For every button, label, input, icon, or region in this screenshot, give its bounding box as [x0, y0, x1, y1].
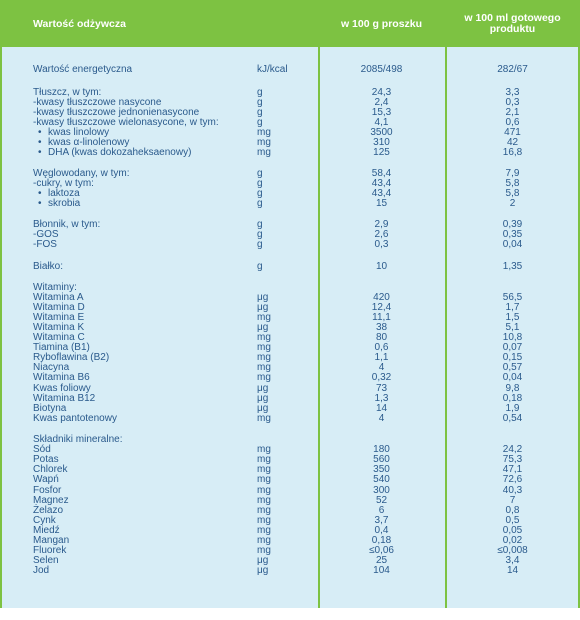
value-per-100ml: 1,5 [505, 311, 520, 323]
value-per-100ml: 0,04 [502, 239, 523, 251]
nutrient-name: kwas linolowy [48, 126, 110, 138]
nutrient-unit: g [257, 96, 263, 108]
table-row [0, 353, 580, 363]
table-row [0, 394, 580, 404]
value-per-100g: 560 [373, 454, 390, 466]
value-per-100ml: 0,05 [502, 524, 523, 536]
value-per-100ml: ≤0,008 [497, 545, 528, 557]
value-per-100g: 15 [375, 197, 388, 209]
value-per-100ml: 42 [506, 137, 519, 148]
nutrient-name: Witamina B12 [33, 392, 96, 404]
nutrient-unit: g [257, 197, 263, 209]
nutrient-name: Selen [33, 555, 59, 567]
bullet-icon: • [38, 197, 42, 209]
value-per-100ml: 0,57 [502, 362, 523, 374]
nutrient-unit: mg [257, 362, 271, 374]
nutrient-name: -FOS [33, 239, 57, 251]
table-row [0, 455, 580, 465]
table-row [0, 313, 580, 323]
value-per-100ml: 10,8 [502, 332, 523, 343]
value-per-100ml: 0,15 [502, 352, 523, 364]
table-row [0, 486, 580, 496]
nutrient-name: Kwas foliowy [33, 382, 91, 394]
nutrient-unit: kJ/kcal [257, 64, 288, 75]
nutrient-name: DHA (kwas dokozaheksaenowy) [48, 147, 192, 159]
nutrient-unit: mg [257, 444, 271, 456]
nutrient-unit: μg [257, 291, 269, 303]
nutrient-name: Potas [33, 454, 59, 466]
value-per-100g: 2,6 [374, 229, 389, 241]
value-per-100ml: 0,04 [502, 372, 523, 384]
value-per-100g: 12,4 [371, 301, 392, 313]
nutrient-name: -kwasy tłuszczowe nasycone [33, 96, 162, 108]
value-per-100ml: 1,9 [505, 402, 520, 414]
value-per-100ml: 7 [509, 494, 516, 506]
value-per-100g: 350 [373, 464, 390, 476]
value-per-100ml: 56,5 [502, 291, 523, 303]
value-per-100ml: 40,3 [502, 484, 523, 496]
nutrient-unit: μg [257, 392, 269, 404]
value-per-100g: 180 [373, 444, 390, 456]
nutrient-unit: mg [257, 514, 271, 526]
nutrient-name: -kwasy tłuszczowe jednonienasycone [33, 106, 200, 118]
nutrient-unit: mg [257, 545, 271, 557]
value-per-100g: 0,3 [374, 239, 389, 251]
header-per-100ml [445, 0, 580, 47]
nutrient-unit: g [257, 219, 263, 230]
header-per-100ml-line2: produktu [489, 22, 536, 35]
table-row [0, 199, 580, 209]
table-row [0, 179, 580, 189]
header-nutrient: Wartość odżywcza [33, 17, 126, 30]
nutrient-unit: mg [257, 535, 271, 546]
value-per-100g: 0,32 [371, 372, 392, 384]
nutrient-name: Tłuszcz, w tym: [33, 86, 102, 98]
nutrient-name: -GOS [33, 229, 59, 241]
value-per-100ml: 24,2 [502, 444, 523, 456]
nutrient-unit: g [257, 116, 263, 128]
nutrient-unit: mg [257, 342, 271, 354]
nutrient-name: Witamina K [33, 321, 85, 333]
value-per-100g: 2,4 [374, 96, 389, 108]
value-per-100g: 24,3 [371, 86, 392, 98]
nutrient-unit: mg [257, 311, 271, 323]
bullet-icon: • [38, 126, 42, 138]
nutrient-name: Kwas pantotenowy [33, 412, 117, 424]
header-per-100ml-line1: w 100 ml gotowego [464, 11, 561, 24]
value-per-100ml: 16,8 [502, 147, 523, 159]
table-row [0, 240, 580, 250]
table-row [0, 496, 580, 506]
value-per-100g: 14 [375, 402, 388, 414]
value-per-100g: 3,7 [374, 514, 389, 526]
table-row [0, 283, 580, 293]
table-row [0, 506, 580, 516]
table-row [0, 445, 580, 455]
nutrient-unit: mg [257, 332, 271, 343]
table-row [0, 566, 580, 576]
nutrient-name: skrobia [48, 197, 81, 209]
value-per-100g: 4 [378, 362, 385, 374]
value-per-100g: 1,3 [374, 392, 389, 404]
nutrient-unit: mg [257, 484, 271, 496]
value-per-100ml: 0,54 [502, 412, 523, 424]
value-per-100ml: 2,1 [505, 106, 520, 118]
value-per-100ml: 0,8 [505, 504, 520, 516]
nutrient-name: Żelazo [33, 504, 64, 516]
bottom-margin [0, 608, 580, 620]
nutrient-unit: mg [257, 352, 271, 364]
value-per-100ml: 5,8 [505, 177, 520, 189]
table-row [0, 262, 580, 272]
nutrient-unit: mg [257, 494, 271, 506]
table-row [0, 65, 580, 75]
value-per-100ml: 0,39 [502, 219, 523, 230]
nutrient-name: Błonnik, w tym: [33, 219, 101, 230]
value-per-100ml: 47,1 [502, 464, 523, 476]
value-per-100g: 11,1 [372, 311, 391, 323]
nutrient-name: Mangan [33, 535, 70, 546]
nutrient-name: Witamina C [33, 332, 85, 343]
value-per-100g: 43,4 [371, 177, 392, 189]
nutrient-name: Wapń [33, 474, 59, 486]
bullet-icon: • [38, 147, 42, 159]
nutrient-unit: μg [257, 301, 269, 313]
value-per-100ml: 5,1 [505, 321, 520, 333]
table-row [0, 220, 580, 230]
value-per-100ml: 75,3 [502, 454, 523, 466]
value-per-100ml: 0,3 [505, 96, 520, 108]
nutrient-unit: g [257, 177, 263, 189]
nutrient-name: laktoza [48, 187, 80, 199]
nutrient-name: Niacyna [33, 362, 70, 374]
value-per-100ml: 3,4 [505, 555, 520, 567]
bullet-icon: • [38, 187, 42, 199]
nutrient-name: Biotyna [33, 402, 67, 414]
header-per-100g: w 100 g proszku [340, 17, 423, 30]
value-per-100ml: 2 [509, 197, 516, 209]
value-per-100g: 10 [375, 260, 388, 272]
table-row [0, 373, 580, 383]
nutrient-name: Witamina B6 [33, 372, 90, 384]
nutrient-name: Tiamina (B1) [33, 342, 90, 354]
value-per-100ml: 1,7 [505, 301, 520, 313]
value-per-100g: 73 [375, 382, 388, 394]
nutrient-name: Składniki mineralne: [33, 434, 123, 445]
value-per-100g: 0,6 [374, 342, 389, 354]
table-row [0, 148, 580, 158]
nutrient-name: Węglowodany, w tym: [33, 167, 130, 179]
bullet-icon: • [38, 137, 42, 148]
nutrient-unit: g [257, 229, 263, 241]
nutrient-unit: g [257, 167, 263, 179]
nutrient-unit: mg [257, 372, 271, 384]
table-header [0, 0, 580, 47]
value-per-100ml: 9,8 [505, 382, 520, 394]
value-per-100g: 43,4 [371, 187, 392, 199]
value-per-100g: 0,18 [371, 535, 392, 546]
table-row [0, 323, 580, 333]
table-row [0, 556, 580, 566]
nutrient-name: Witamina D [33, 301, 85, 313]
table-row [0, 303, 580, 313]
nutrient-name: kwas α-linolenowy [48, 137, 130, 148]
nutrient-name: Witaminy: [33, 281, 77, 293]
value-per-100g: 58,4 [371, 167, 392, 179]
nutrient-name: Miedź [33, 524, 60, 536]
value-per-100g: 2,9 [374, 219, 389, 230]
value-per-100ml: 5,8 [505, 187, 520, 199]
table-row [0, 516, 580, 526]
table-row [0, 526, 580, 536]
value-per-100ml: 471 [504, 126, 521, 138]
value-per-100g: 4,1 [374, 116, 389, 128]
nutrient-unit: mg [257, 454, 271, 466]
value-per-100g: 300 [373, 484, 390, 496]
nutrient-unit: μg [257, 402, 269, 414]
nutrient-name: Cynk [33, 514, 56, 526]
nutrient-name: Chlorek [33, 464, 68, 476]
nutrient-unit: μg [257, 382, 269, 394]
value-per-100ml: 3,3 [505, 86, 520, 98]
value-per-100ml: 0,07 [502, 342, 523, 354]
nutrient-name: Witamina A [33, 291, 84, 303]
value-per-100g: 2085/498 [360, 64, 403, 75]
value-per-100g: 104 [373, 565, 390, 577]
value-per-100g: 310 [373, 137, 390, 148]
nutrient-name: Fluorek [33, 545, 67, 557]
nutrient-unit: mg [257, 464, 271, 476]
table-row [0, 536, 580, 546]
table-row [0, 293, 580, 303]
nutrient-name: -cukry, w tym: [33, 177, 94, 189]
nutrient-unit: mg [257, 412, 271, 424]
nutrient-unit: g [257, 187, 263, 199]
nutrient-unit: mg [257, 474, 271, 486]
nutrient-unit: mg [257, 504, 271, 516]
nutrient-unit: mg [257, 126, 271, 138]
nutrient-unit: μg [257, 565, 269, 577]
value-per-100g: 38 [375, 321, 388, 333]
table-row [0, 465, 580, 475]
table-row [0, 435, 580, 445]
value-per-100g: 540 [373, 474, 390, 486]
table-row [0, 230, 580, 240]
value-per-100ml: 0,5 [505, 514, 520, 526]
nutrient-name: Fosfor [33, 484, 62, 496]
value-per-100ml: 0,6 [505, 116, 520, 128]
nutrient-unit: μg [257, 555, 269, 567]
nutrient-unit: g [257, 239, 263, 251]
value-per-100g: 4 [378, 412, 385, 424]
value-per-100ml: 0,35 [502, 229, 523, 241]
value-per-100ml: 72,6 [502, 474, 523, 486]
nutrient-unit: g [257, 86, 263, 98]
value-per-100g: 80 [375, 332, 388, 343]
table-row [0, 189, 580, 199]
value-per-100ml: 282/67 [497, 64, 528, 75]
value-per-100g: 3500 [370, 126, 393, 138]
nutrient-unit: g [257, 106, 263, 118]
value-per-100ml: 14 [506, 565, 519, 577]
nutrient-name: Witamina E [33, 311, 85, 323]
value-per-100g: 52 [375, 494, 388, 506]
value-per-100g: 125 [373, 147, 390, 159]
value-per-100g: 6 [378, 504, 385, 516]
nutrient-name: -kwasy tłuszczowe wielonasycone, w tym: [33, 116, 219, 128]
table-row [0, 546, 580, 556]
nutrient-name: Jod [33, 565, 50, 577]
table-row [0, 475, 580, 485]
value-per-100ml: 0,18 [502, 392, 523, 404]
nutrient-name: Wartość energetyczna [33, 64, 133, 75]
table-row [0, 414, 580, 424]
nutrient-unit: mg [257, 137, 271, 148]
value-per-100ml: 1,35 [502, 260, 523, 272]
value-per-100ml: 7,9 [505, 167, 520, 179]
nutrient-name: Sód [33, 444, 51, 456]
value-per-100g: ≤0,06 [369, 545, 394, 557]
nutrient-unit: μg [257, 321, 269, 333]
nutrient-name: Ryboflawina (B2) [33, 352, 110, 364]
nutrient-unit: mg [257, 147, 271, 159]
nutrient-name: Białko: [33, 260, 64, 272]
value-per-100g: 25 [375, 555, 388, 567]
value-per-100g: 1,1 [374, 352, 389, 364]
value-per-100g: 420 [373, 291, 390, 303]
nutrient-unit: g [257, 260, 263, 272]
nutrient-unit: mg [257, 524, 271, 536]
nutrient-name: Magnez [33, 494, 69, 506]
value-per-100ml: 0,02 [502, 535, 523, 546]
value-per-100g: 15,3 [371, 106, 392, 118]
value-per-100g: 0,4 [374, 524, 389, 536]
